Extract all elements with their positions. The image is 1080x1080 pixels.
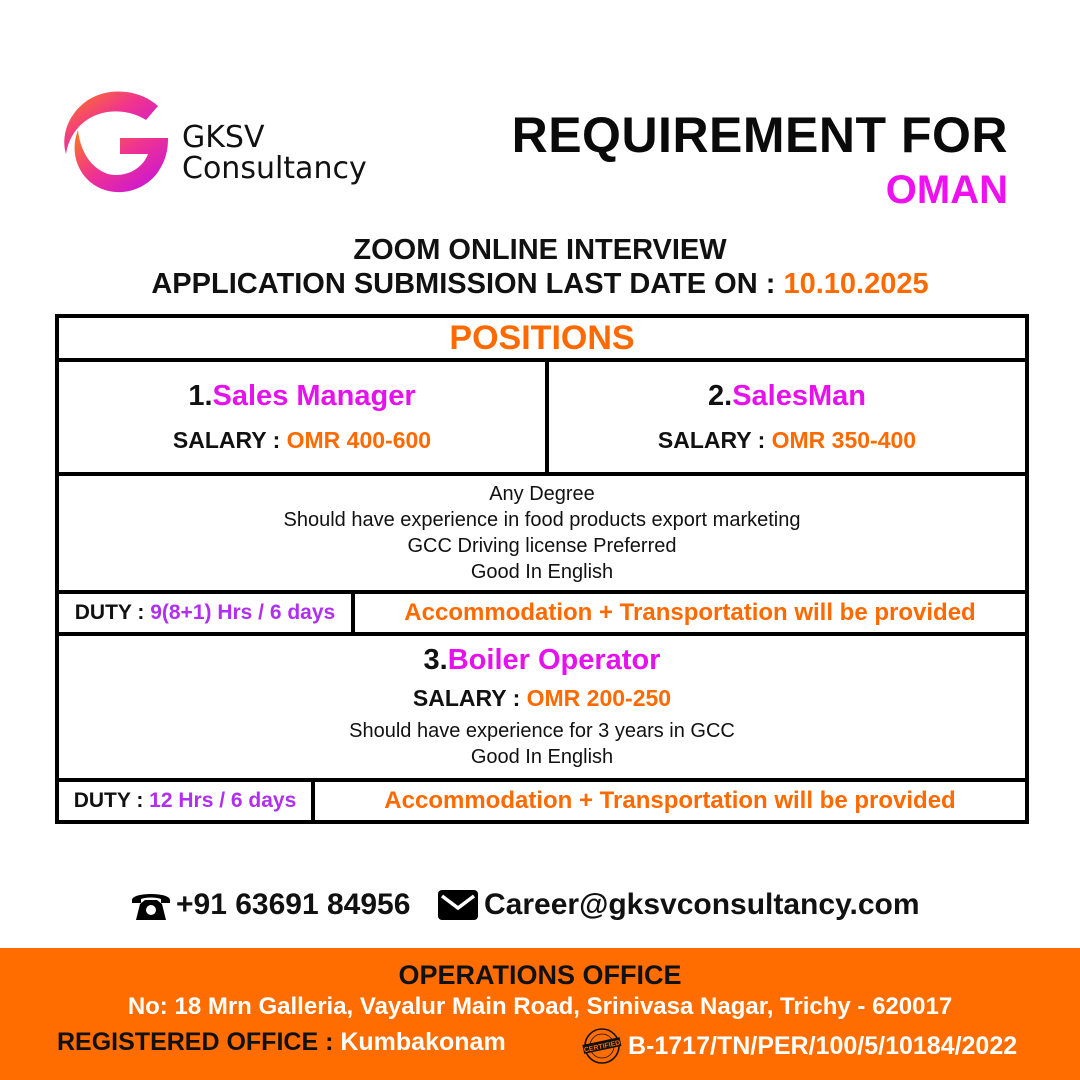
position-title	[424, 644, 661, 677]
email-contact[interactable]	[438, 888, 920, 922]
registered-office-value: Kumbakonam	[340, 1028, 506, 1056]
certified-stamp-text: CERTIFIED	[583, 1039, 622, 1055]
deadline-line	[0, 268, 1080, 301]
salary-line	[173, 427, 431, 454]
salary-label: SALARY :	[412, 685, 527, 711]
operations-office-address: No: 18 Mrn Galleria, Vayalur Main Road, Srinivasa Nagar, Trichy - 620017	[127, 993, 953, 1020]
position-number: 3.	[423, 644, 448, 676]
brand-line2: Consultancy	[182, 151, 367, 186]
duty-label: DUTY :	[74, 601, 151, 624]
license-number-line	[580, 1026, 1017, 1066]
duty-label: DUTY :	[73, 789, 150, 812]
brand-line1: GKSV	[182, 120, 265, 155]
logo-g-icon	[62, 88, 172, 196]
benefits-cell-1: Accommodation + Transportation will be provided	[351, 590, 1029, 636]
position-title	[708, 380, 866, 413]
operations-office-title: OPERATIONS OFFICE	[398, 960, 682, 990]
phone-number: +91 63691 84956	[176, 888, 411, 921]
country-name: OMAN	[885, 168, 1008, 212]
position-name: Boiler Operator	[447, 644, 661, 676]
salary-line	[658, 427, 916, 454]
requirement-item: Should have experience for 3 years in GCC	[349, 720, 735, 742]
requirements-group-2	[349, 718, 735, 770]
duty-cell-1	[55, 590, 355, 636]
requirement-item: Good In English	[470, 561, 614, 583]
gksv-logo	[62, 88, 172, 196]
position-number: 1.	[188, 380, 213, 412]
duty-cell-2	[55, 778, 315, 824]
deadline-date: 10.10.2025	[783, 268, 929, 300]
duty-value: 12 Hrs / 6 days	[149, 789, 297, 812]
interview-mode: ZOOM ONLINE INTERVIEW	[353, 234, 727, 266]
registered-office	[57, 1028, 506, 1057]
license-number: B-1717/TN/PER/100/5/10184/2022	[628, 1031, 1018, 1060]
duty-value: 9(8+1) Hrs / 6 days	[150, 601, 336, 624]
phone-contact[interactable]	[130, 888, 410, 922]
envelope-icon	[438, 890, 478, 920]
registered-office-label: REGISTERED OFFICE :	[57, 1028, 341, 1056]
salary-value: OMR 400-600	[286, 427, 432, 453]
position-title	[188, 380, 415, 413]
deadline-label: APPLICATION SUBMISSION LAST DATE ON :	[151, 268, 784, 300]
page-title: REQUIREMENT FOR	[511, 107, 1008, 163]
requirements-group-1	[55, 472, 1029, 594]
benefits-cell-2: Accommodation + Transportation will be provided	[311, 778, 1029, 824]
position-card-1	[55, 358, 549, 476]
requirement-item: GCC Driving license Preferred	[407, 535, 677, 557]
position-card-3	[55, 632, 1029, 782]
email-address: Career@gksvconsultancy.com	[484, 888, 920, 921]
salary-label: SALARY :	[172, 427, 287, 453]
salary-value: OMR 200-250	[526, 685, 672, 711]
salary-value: OMR 350-400	[771, 427, 917, 453]
certified-stamp-icon	[580, 1026, 624, 1066]
requirement-item: Any Degree	[489, 483, 595, 505]
positions-header: POSITIONS	[55, 314, 1029, 362]
position-number: 2.	[708, 380, 733, 412]
telephone-icon	[130, 888, 172, 922]
requirement-item: Good In English	[470, 746, 614, 768]
salary-line	[413, 685, 671, 712]
position-card-2	[545, 358, 1029, 476]
salary-label: SALARY :	[657, 427, 772, 453]
position-name: SalesMan	[732, 380, 866, 412]
position-name: Sales Manager	[212, 380, 416, 412]
requirement-item: Should have experience in food products export marketing	[283, 509, 801, 531]
brand-name	[182, 122, 367, 184]
